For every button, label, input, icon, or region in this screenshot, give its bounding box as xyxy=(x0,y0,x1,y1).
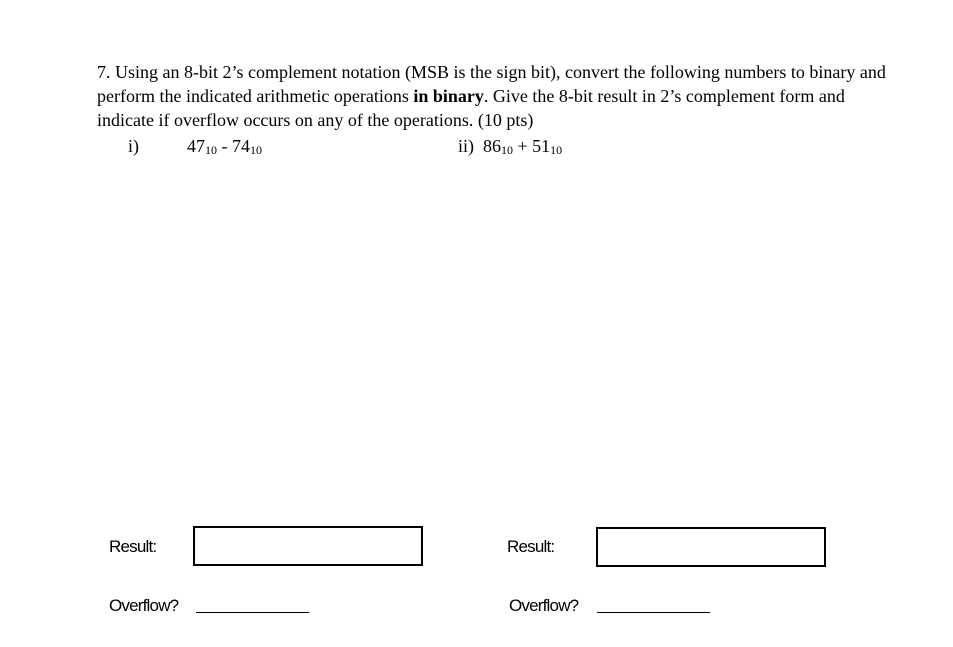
part-2-base-a: 10 xyxy=(501,143,513,157)
part-2-operand-a: 86 xyxy=(483,136,501,156)
part-1-base-b: 10 xyxy=(250,143,262,157)
part-1-operand-b: 74 xyxy=(232,136,250,156)
part-1-operand-a: 47 xyxy=(187,136,205,156)
overflow-label-2: Overflow? xyxy=(509,596,579,615)
result-label-2: Result: xyxy=(507,537,555,556)
question-text xyxy=(97,60,897,132)
overflow-blank-2[interactable] xyxy=(597,612,710,613)
question-emphasis: in binary xyxy=(413,86,484,106)
part-2-operator: + xyxy=(513,136,533,156)
overflow-blank-1[interactable] xyxy=(196,612,309,613)
question-tail: . Give the 8-bit result in 2’s complement form and indicate if overflow occurs on any of the operations. (10 pts) xyxy=(97,86,845,130)
part-1-operator: - xyxy=(217,136,232,156)
part-2-expression xyxy=(458,136,562,158)
part-1-base-a: 10 xyxy=(205,143,217,157)
result-label-1: Result: xyxy=(109,537,157,556)
part-1-label: i) xyxy=(128,136,139,156)
part-2-operand-b: 51 xyxy=(532,136,551,156)
part-2-base-b: 10 xyxy=(550,143,563,157)
result-box-1[interactable] xyxy=(193,526,423,566)
part-1-expression xyxy=(187,136,262,158)
overflow-label-1: Overflow? xyxy=(109,596,179,615)
part-2-label: ii) xyxy=(458,136,474,156)
question-lead: 7. Using an 8-bit 2’s complement notation (MSB is the sign bit), convert the following numbers to binary and perform the indicated arithmetic operations xyxy=(97,62,886,106)
result-box-2[interactable] xyxy=(596,527,826,567)
